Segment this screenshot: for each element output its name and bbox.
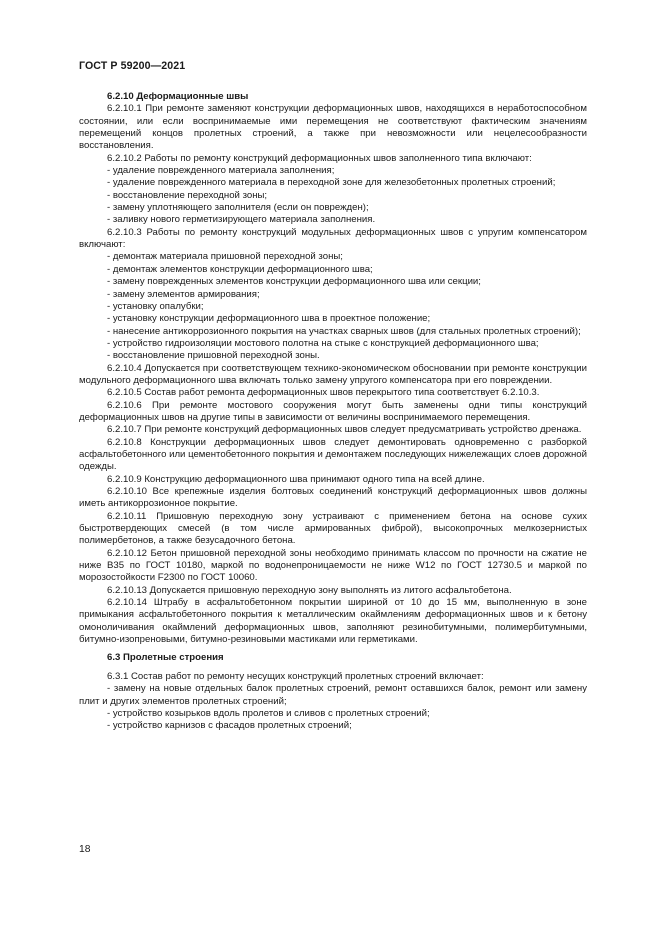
list-item: - удаление поврежденного материала заполнения;	[107, 165, 335, 177]
list-item: - замену уплотняющего заполнителя (если он поврежден);	[107, 202, 369, 214]
paragraph-6-2-10-8: 6.2.10.8 Конструкции деформационных швов следует демонтировать одновременно с разборкой асфальтобетонного или цементобетонного покрытия и демонтажем последующих нижележащих слоев дорожной одежды.	[79, 436, 587, 473]
page-number: 18	[79, 844, 91, 855]
paragraph-6-2-10-4: 6.2.10.4 Допускается при соответствующем технико-экономическом обосновании при ремонте конструкции модульного деформационного шва включать только замену упругого компенсатора при его повреждении.	[79, 362, 587, 386]
paragraph-6-2-10-9: 6.2.10.9 Конструкцию деформационного шва принимают одного типа на всей длине.	[107, 473, 485, 485]
document-header: ГОСТ Р 59200—2021	[79, 60, 186, 72]
paragraph-6-2-10-2: 6.2.10.2 Работы по ремонту конструкций деформационных швов заполненного типа включают:	[107, 152, 532, 164]
section-heading-6-3: 6.3 Пролетные строения	[107, 652, 224, 664]
list-item: - замену элементов армирования;	[107, 288, 260, 300]
paragraph-6-2-10-5: 6.2.10.5 Состав работ ремонта деформационных швов перекрытого типа соответствует 6.2.10.3.	[107, 387, 540, 399]
section-heading-6-2-10: 6.2.10 Деформационные швы	[107, 91, 249, 102]
document-body	[79, 91, 587, 733]
list-item: - устройство козырьков вдоль пролетов и сливов с пролетных строений;	[107, 707, 430, 719]
list-item: - замену поврежденных элементов конструкции деформационного шва или секции;	[107, 276, 481, 288]
paragraph-6-2-10-6: 6.2.10.6 При ремонте мостового сооружения могут быть заменены одни типы конструкций деформационных швов на другие типы в зависимости от величины воспринимаемого перемещения.	[79, 399, 587, 423]
paragraph-6-2-10-11: 6.2.10.11 Пришовную переходную зону устраивают с применением бетона на основе сухих быстротвердеющих смесей (в том числе армированных фиброй), высокопрочных мелкозернистых полимербетонов, а также безусадочного бетона.	[79, 510, 587, 547]
list-item: - удаление поврежденного материала в переходной зоне для железобетонных пролетных строений;	[107, 177, 556, 189]
paragraph-6-2-10-14: 6.2.10.14 Штрабу в асфальтобетонном покрытии шириной от 10 до 15 мм, выполненную в зоне примыкания асфальтобетонного покрытия к металлическим окаймлениям деформационных швов и к бетону омоноличивания окаймлений деформационных швов, заполняют резинобитумными, полимербитумными, битумно-изопреновыми, битумно-резиновыми мастиками или герметиками.	[79, 597, 587, 646]
list-item: - установку опалубки;	[107, 300, 204, 312]
paragraph-6-2-10-7: 6.2.10.7 При ремонте конструкций деформационных швов следует предусматривать устройство дренажа.	[107, 424, 582, 436]
paragraph-6-2-10-10: 6.2.10.10 Все крепежные изделия болтовых соединений конструкций деформационных швов должны иметь антикоррозионное покрытие.	[79, 486, 587, 510]
list-item: - установку конструкции деформационного шва в проектное положение;	[107, 313, 431, 325]
paragraph-6-2-10-1: 6.2.10.1 При ремонте заменяют конструкции деформационных швов, находящихся в неработоспособном состоянии, или если воспринимаемые ими перемещения не соответствуют фактическим значениям перемещений концов пролетных строений, а также при невозможности или нецелесообразности восстановления.	[79, 103, 587, 152]
list-item: - демонтаж материала пришовной переходной зоны;	[107, 251, 343, 263]
list-item: - нанесение антикоррозионного покрытия на участках сварных швов (для стальных пролетных строений);	[107, 325, 581, 337]
list-item: - восстановление переходной зоны;	[107, 189, 268, 201]
paragraph-6-2-10-3: 6.2.10.3 Работы по ремонту конструкций модульных деформационных швов с упругим компенсатором включают:	[79, 226, 587, 251]
paragraph-6-3-1: 6.3.1 Состав работ по ремонту несущих конструкций пролетных строений включает:	[107, 670, 484, 682]
list-item: - демонтаж элементов конструкции деформационного шва;	[107, 263, 373, 275]
paragraph-6-2-10-13: 6.2.10.13 Допускается пришовную переходную зону выполнять из литого асфальтобетона.	[107, 584, 512, 596]
list-item: - заливку нового герметизирующего материала заполнения.	[107, 214, 376, 226]
list-item: - замену на новые отдельных балок пролетных строений, ремонт оставшихся балок, ремонт или замену плит и других элементов пролетных строений;	[79, 683, 587, 707]
paragraph-6-2-10-12: 6.2.10.12 Бетон пришовной переходной зоны необходимо принимать классом по прочности на сжатие не ниже В35 по ГОСТ 10180, маркой по водонепроницаемости не ниже W12 по ГОСТ 12730.5 и маркой по морозостойкости F2300 по ГОСТ 10060.	[79, 547, 587, 584]
list-item: - устройство гидроизоляции мостового полотна на стыке с конструкцией деформационного шва;	[107, 337, 539, 349]
list-item: - устройство карнизов с фасадов пролетных строений;	[107, 720, 352, 732]
list-item: - восстановление пришовной переходной зоны.	[107, 350, 320, 362]
